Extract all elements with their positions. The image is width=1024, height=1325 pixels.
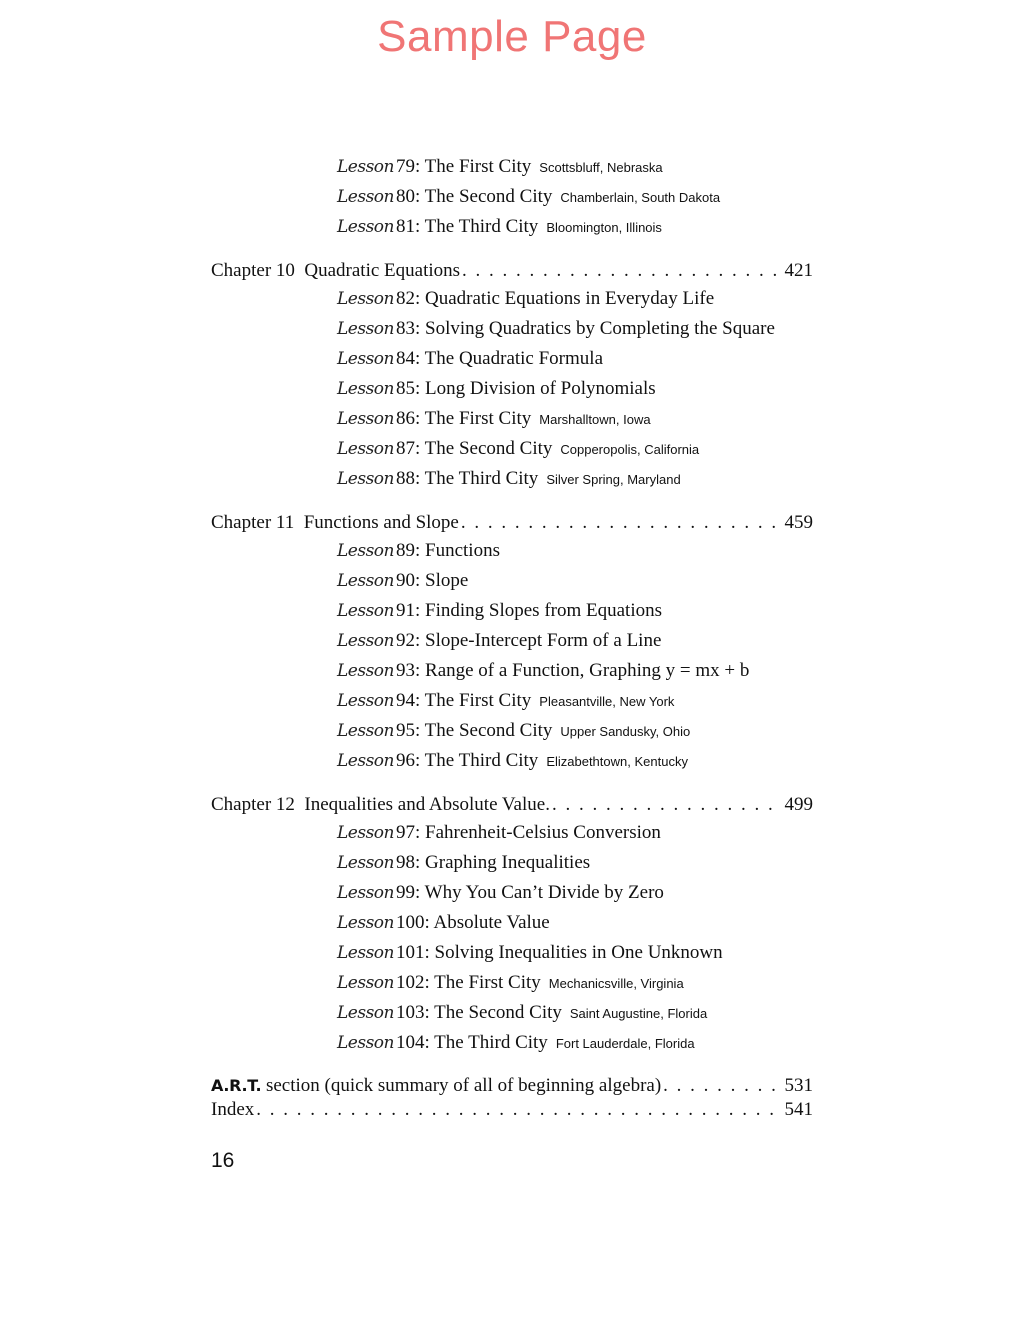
lesson-word: Lesson [337, 721, 394, 741]
lesson-entry [337, 938, 813, 968]
lesson-number: 97 [395, 822, 415, 843]
lesson-entry [337, 968, 813, 998]
lesson-title: Absolute Value [433, 912, 550, 933]
dot-leader [256, 1098, 780, 1122]
lesson-number: 87 [395, 438, 415, 459]
lesson-number: 100 [395, 912, 425, 933]
lesson-number: 102 [395, 972, 425, 993]
lesson-title: Fahrenheit-Celsius Conversion [425, 822, 661, 843]
lesson-separator: : [414, 600, 426, 621]
lesson-word: Lesson [337, 751, 394, 771]
lesson-title: The Third City [424, 750, 539, 771]
lesson-entry [337, 848, 813, 878]
chapter-heading [211, 792, 813, 818]
dot-leader [663, 1074, 780, 1098]
art-acronym: A.R.T. [211, 1076, 262, 1095]
lesson-separator: : [424, 972, 435, 993]
lesson-word: Lesson [337, 691, 394, 711]
lesson-title: Functions [425, 540, 500, 561]
lesson-location: Elizabethtown, Kentucky [546, 754, 688, 769]
lesson-entry [337, 656, 813, 686]
lesson-title: The Third City [424, 468, 539, 489]
lesson-entry [337, 374, 813, 404]
lesson-separator: : [414, 690, 425, 711]
dot-leader [552, 792, 781, 818]
chapter-heading [211, 510, 813, 536]
lesson-word: Lesson [337, 913, 394, 933]
lesson-word: Lesson [337, 973, 394, 993]
lesson-location: Silver Spring, Maryland [546, 472, 681, 487]
index-entry [211, 1098, 813, 1122]
lesson-title: The Third City [434, 1032, 548, 1053]
lesson-word: Lesson [337, 883, 394, 903]
lesson-word: Lesson [337, 853, 394, 873]
art-page-number: 531 [784, 1075, 813, 1096]
lesson-word: Lesson [337, 349, 394, 369]
lesson-location: Mechanicsville, Virginia [548, 976, 684, 991]
lesson-word: Lesson [337, 1033, 394, 1053]
chapter-group [211, 792, 813, 1058]
chapter-title: Chapter 10 Quadratic Equations [211, 260, 461, 281]
lesson-separator: : [414, 630, 426, 651]
lesson-title: Finding Slopes from Equations [425, 600, 662, 621]
lesson-word: Lesson [337, 823, 394, 843]
lesson-title: The First City [424, 408, 532, 429]
index-page-number: 541 [784, 1099, 813, 1120]
lesson-title: The Second City [424, 438, 553, 459]
lesson-word: Lesson [337, 571, 394, 591]
lesson-number: 83 [395, 318, 415, 339]
lesson-entry [337, 536, 813, 566]
lesson-number: 86 [395, 408, 415, 429]
lesson-separator: : [414, 852, 426, 873]
lesson-entry [337, 878, 813, 908]
lesson-number: 89 [395, 540, 415, 561]
lesson-entry [337, 998, 813, 1028]
lesson-separator: : [414, 348, 425, 369]
lesson-separator: : [414, 750, 425, 771]
sample-page-watermark: Sample Page [377, 12, 647, 61]
lesson-title: The First City [424, 156, 532, 177]
lesson-number: 82 [395, 288, 415, 309]
lesson-location: Bloomington, Illinois [546, 220, 662, 235]
chapter-heading [211, 258, 813, 284]
lesson-title: The Second City [434, 1002, 562, 1023]
lesson-number: 94 [395, 690, 415, 711]
lesson-title: Solving Quadratics by Completing the Square [425, 318, 775, 339]
lesson-word: Lesson [337, 439, 394, 459]
dot-leader [461, 510, 781, 536]
lesson-location: Chamberlain, South Dakota [560, 190, 721, 205]
lesson-entry [337, 344, 813, 374]
lesson-word: Lesson [337, 409, 394, 429]
art-section-entry [211, 1074, 813, 1098]
lesson-number: 98 [395, 852, 415, 873]
lesson-separator: : [414, 156, 425, 177]
lesson-entry [337, 1028, 813, 1058]
lesson-number: 101 [395, 942, 425, 963]
lesson-word: Lesson [337, 1003, 394, 1023]
lesson-number: 81 [395, 216, 415, 237]
lesson-separator: : [414, 570, 426, 591]
lesson-entry [337, 716, 813, 746]
lesson-title: Slope [425, 570, 469, 591]
lesson-title: The Quadratic Formula [424, 348, 604, 369]
lesson-number: 85 [395, 378, 415, 399]
lesson-number: 80 [395, 186, 415, 207]
index-title: Index [211, 1099, 255, 1120]
lesson-entry [337, 596, 813, 626]
chapter-group [211, 510, 813, 776]
lesson-word: Lesson [337, 319, 394, 339]
lesson-location: Marshalltown, Iowa [539, 412, 651, 427]
lesson-title: Graphing Inequalities [425, 852, 591, 873]
lesson-word: Lesson [337, 379, 394, 399]
lesson-number: 96 [395, 750, 415, 771]
chapter-page-number: 499 [784, 794, 813, 815]
table-of-contents [211, 152, 813, 1122]
lesson-separator: : [424, 1032, 435, 1053]
lesson-title: Why You Can’t Divide by Zero [424, 882, 664, 903]
lesson-number: 79 [395, 156, 415, 177]
lesson-word: Lesson [337, 631, 394, 651]
lesson-location: Scottsbluff, Nebraska [539, 160, 663, 175]
lesson-location: Upper Sandusky, Ohio [560, 724, 691, 739]
lesson-separator: : [414, 378, 426, 399]
art-section-title [211, 1074, 661, 1098]
lesson-word: Lesson [337, 187, 394, 207]
lesson-entry [337, 212, 813, 242]
lesson-number: 91 [395, 600, 415, 621]
lesson-title: The First City [434, 972, 541, 993]
lesson-title: The Third City [424, 216, 539, 237]
lesson-title: Long Division of Polynomials [425, 378, 656, 399]
chapter-page-number: 421 [784, 260, 813, 281]
lesson-word: Lesson [337, 601, 394, 621]
lesson-word: Lesson [337, 943, 394, 963]
page-number: 16 [211, 1149, 235, 1172]
lesson-entry [337, 314, 813, 344]
lesson-word: Lesson [337, 661, 394, 681]
lesson-title: Quadratic Equations in Everyday Life [425, 288, 715, 309]
lesson-number: 92 [395, 630, 415, 651]
lesson-entry [337, 464, 813, 494]
lesson-number: 84 [395, 348, 415, 369]
appendix-entries [211, 1074, 813, 1122]
lesson-number: 99 [395, 882, 415, 903]
chapter-title: Chapter 11 Functions and Slope [211, 512, 459, 533]
lesson-location: Copperopolis, California [560, 442, 700, 457]
lesson-entry [337, 152, 813, 182]
lesson-number: 88 [395, 468, 415, 489]
lesson-separator: : [414, 540, 426, 561]
lesson-separator: : [414, 288, 426, 309]
lesson-separator: : [414, 822, 426, 843]
lesson-entry [337, 434, 813, 464]
lesson-separator: : [414, 468, 425, 489]
lesson-separator: : [414, 660, 426, 681]
lesson-separator: : [414, 216, 425, 237]
lesson-word: Lesson [337, 289, 394, 309]
lesson-title: The Second City [424, 720, 553, 741]
lesson-title: The Second City [424, 186, 553, 207]
lesson-location: Saint Augustine, Florida [569, 1006, 708, 1021]
art-section-text: section (quick summary of all of beginning algebra) [261, 1075, 662, 1096]
lesson-title: Solving Inequalities in One Unknown [434, 942, 723, 963]
lesson-separator: : [414, 882, 425, 903]
lesson-word: Lesson [337, 541, 394, 561]
dot-leader [462, 258, 780, 284]
lesson-number: 104 [395, 1032, 425, 1053]
lesson-group [211, 152, 813, 242]
lesson-separator: : [424, 1002, 435, 1023]
lesson-title: Slope-Intercept Form of a Line [425, 630, 662, 651]
lesson-entry [337, 182, 813, 212]
lesson-separator: : [424, 942, 435, 963]
lesson-title: The First City [424, 690, 532, 711]
lesson-word: Lesson [337, 217, 394, 237]
chapter-group [211, 258, 813, 494]
lesson-number: 95 [395, 720, 415, 741]
lesson-location: Pleasantville, New York [539, 694, 675, 709]
chapter-page-number: 459 [784, 512, 813, 533]
lesson-location: Fort Lauderdale, Florida [555, 1036, 695, 1051]
lesson-entry [337, 818, 813, 848]
lesson-number: 93 [395, 660, 415, 681]
lesson-entry [337, 566, 813, 596]
lesson-separator: : [414, 408, 425, 429]
lesson-number: 90 [395, 570, 415, 591]
lesson-word: Lesson [337, 157, 394, 177]
chapter-title: Chapter 12 Inequalities and Absolute Value. [211, 794, 550, 815]
lesson-separator: : [414, 720, 425, 741]
lesson-entry [337, 404, 813, 434]
lesson-entry [337, 284, 813, 314]
lesson-entry [337, 626, 813, 656]
lesson-entry [337, 686, 813, 716]
lesson-entry [337, 746, 813, 776]
lesson-entry [337, 908, 813, 938]
lesson-separator: : [414, 186, 425, 207]
lesson-separator: : [414, 438, 425, 459]
lesson-separator: : [424, 912, 434, 933]
lesson-number: 103 [395, 1002, 425, 1023]
lesson-word: Lesson [337, 469, 394, 489]
lesson-separator: : [414, 318, 426, 339]
lesson-title: Range of a Function, Graphing y = mx + b [425, 660, 750, 681]
